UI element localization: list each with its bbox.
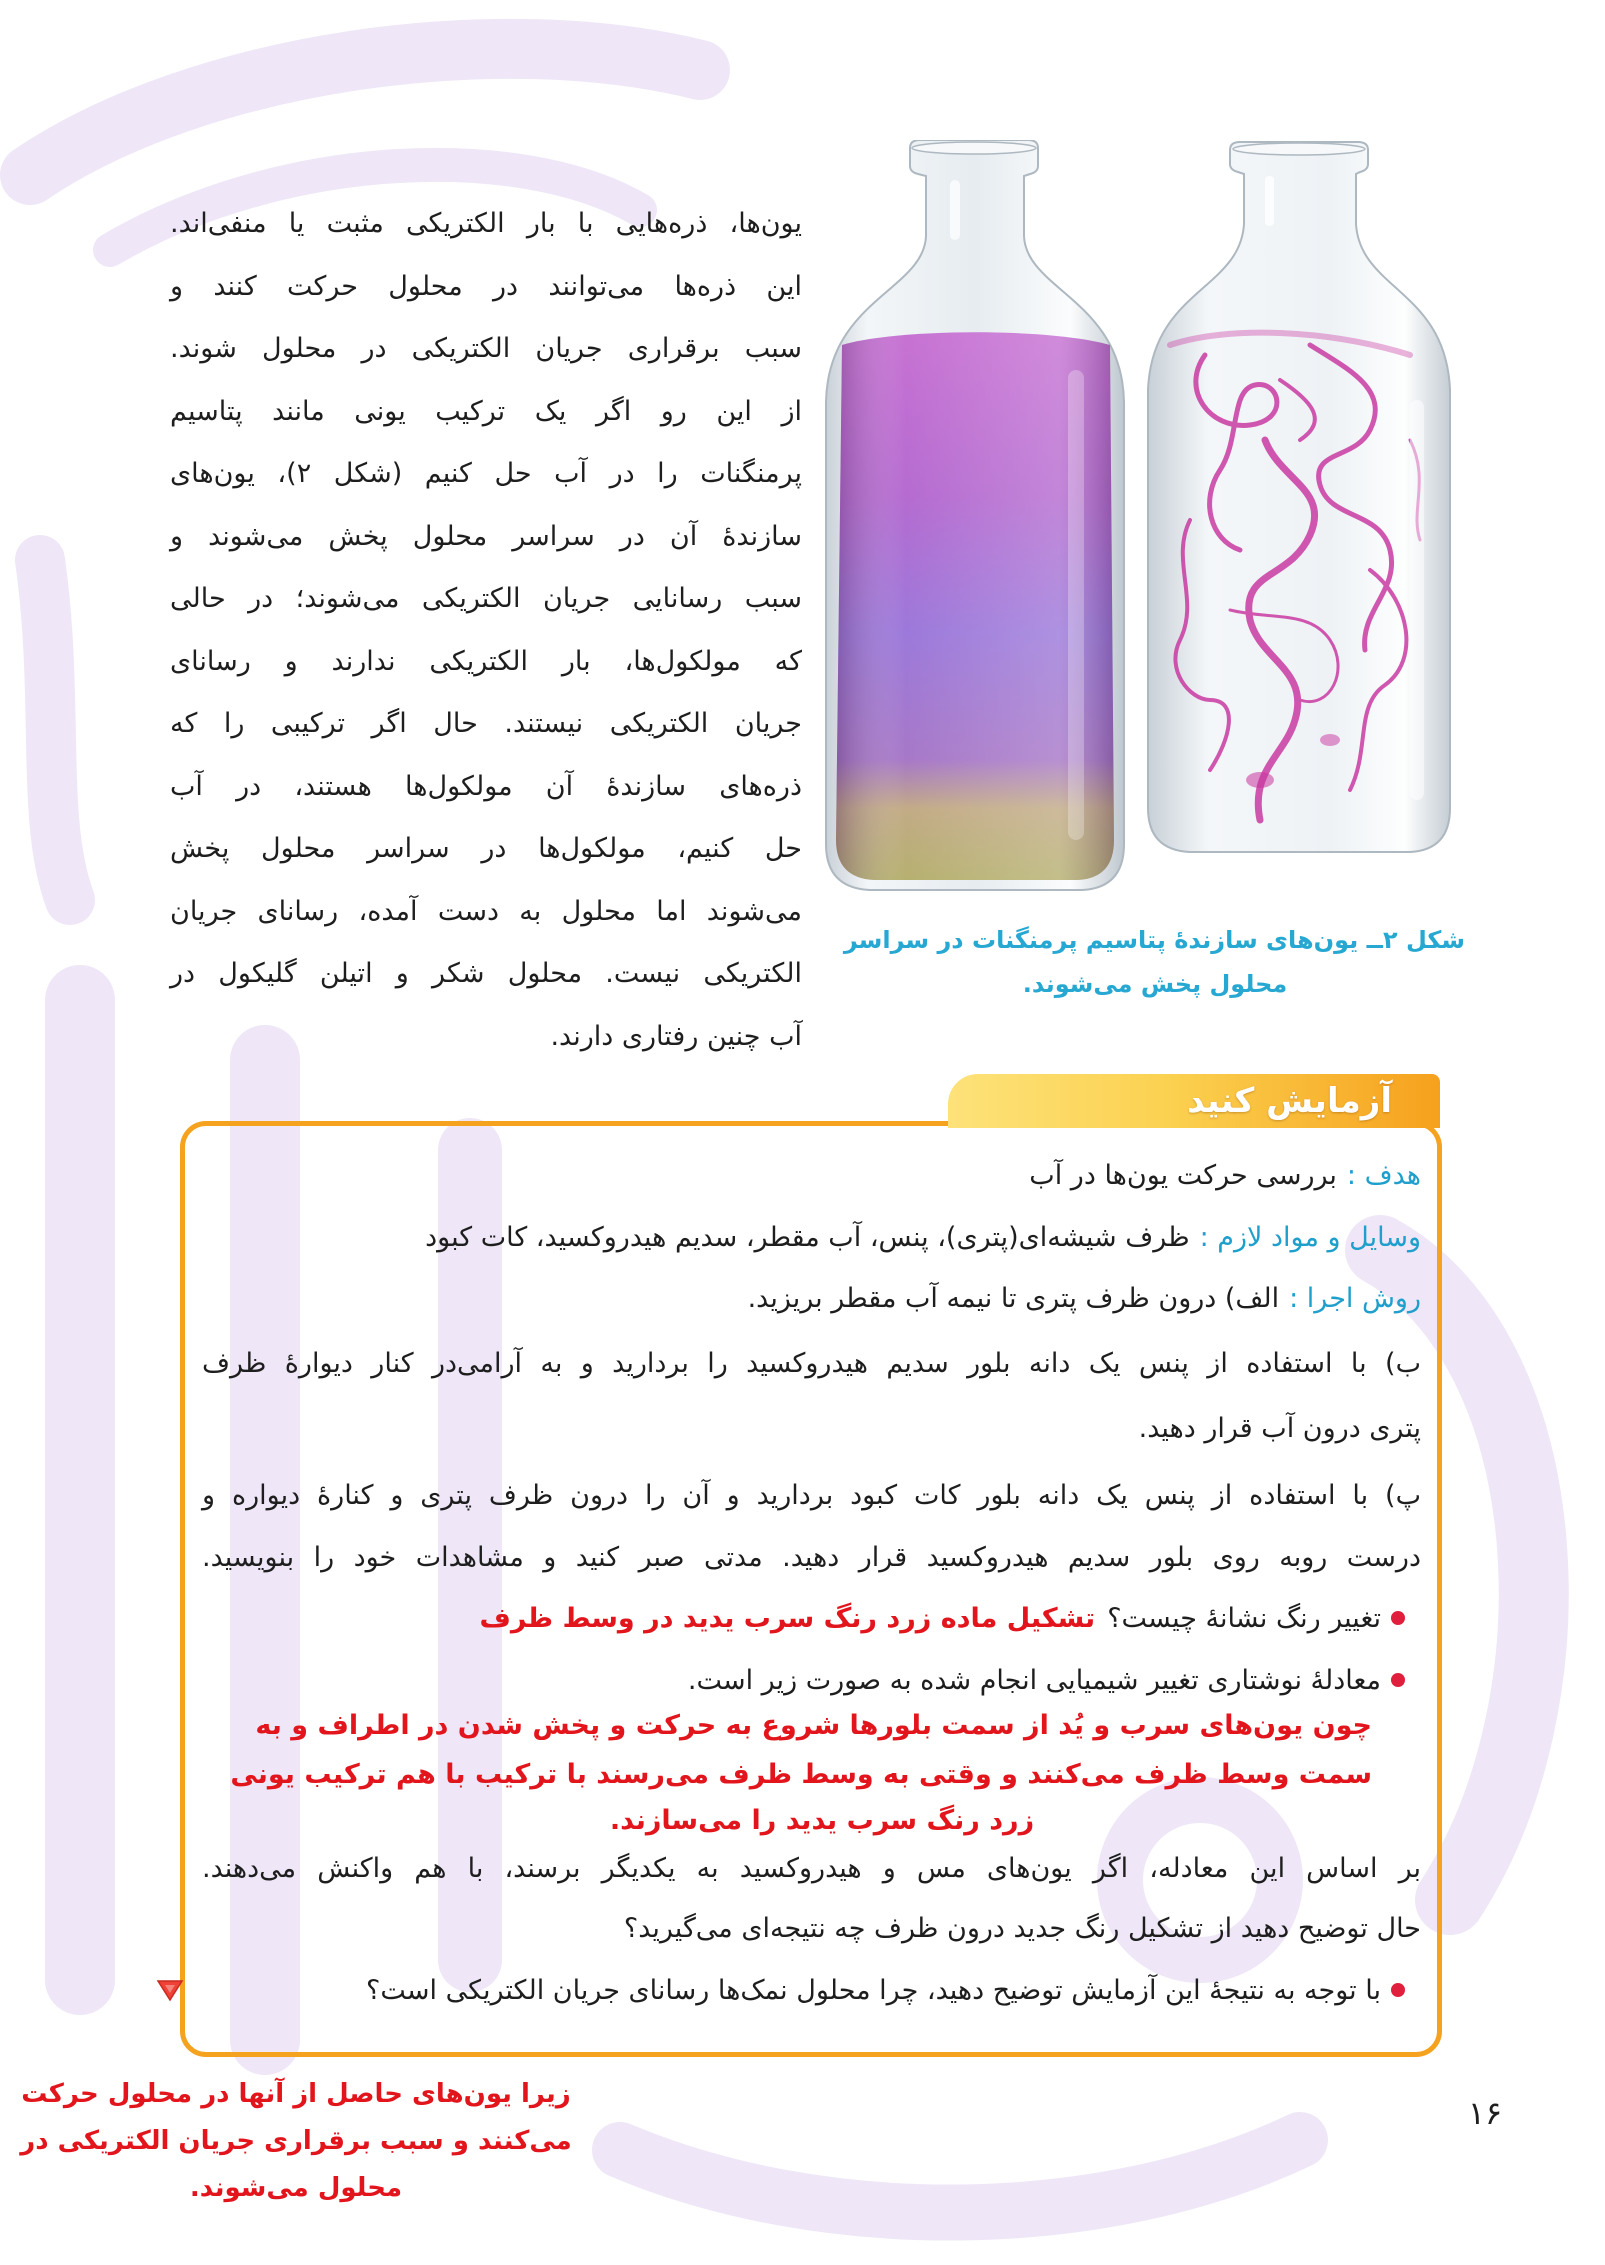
intro-line: آب چنین رفتاری دارند.: [550, 1020, 802, 1052]
glass-highlight: [1410, 400, 1424, 800]
question-2-answer-line: زرد رنگ سرب یدید را می‌سازند.: [609, 1805, 1035, 1836]
figure-caption-line: محلول پخش می‌شوند.: [1022, 970, 1288, 998]
intro-line: که مولکول‌ها، بار الکتریکی ندارند و رسانای: [170, 645, 802, 677]
bottle-lip: [912, 142, 1036, 154]
figure-caption: [845, 918, 1465, 1006]
right-bottle: [1148, 142, 1450, 852]
intro-line: جریان الکتریکی نیستند. حال اگر ترکیبی را که: [170, 708, 802, 739]
answer-note-line: محلول می‌شوند.: [189, 2173, 403, 2203]
bullet-dot-icon: [1391, 1983, 1405, 1997]
goal-label: هدف :: [1346, 1160, 1421, 1191]
bottles-figure: [810, 140, 1460, 910]
question-1-answer: تشکیل ماده زرد رنگ سرب یدید در وسط ظرف: [479, 1603, 1096, 1634]
glass-highlight: [950, 180, 960, 240]
question-2-answer-line: چون یون‌های سرب و یُد از سمت بلورها شروع به حرکت و پخش شدن در اطراف و به: [255, 1710, 1372, 1741]
right-bottle-glass: [1148, 142, 1450, 852]
procedure-step-c-line: درست روبه روی بلور سدیم هیدروکسید قرار دهید. مدتی صبر کنید و مشاهدات خود را بنویسید.: [202, 1542, 1421, 1573]
procedure-step-b-line: پتری درون آب قرار دهید.: [1138, 1413, 1421, 1444]
intro-line: سبب رسانایی جریان الکتریکی می‌شوند؛ در حالی: [170, 583, 802, 614]
question-1-row: [202, 1594, 1405, 1644]
answer-note: [16, 2071, 576, 2212]
intro-line: سبب برقراری جریان الکتریکی در محلول شوند.: [170, 333, 802, 364]
procedure-label: روش اجرا :: [1289, 1283, 1421, 1314]
figure-caption-line: شکل ۲ــ یون‌های سازندهٔ پتاسیم پرمنگنات در سراسر: [843, 926, 1465, 954]
intro-line: الکتریکی نیست. محلول شکر و اتیلن گلیکول در: [170, 958, 802, 989]
left-bottle: [826, 140, 1124, 890]
question-1-text: تغییر رنگ نشانهٔ چیست؟: [1107, 1603, 1381, 1634]
procedure-step-c-line: پ) با استفاده از پنس یک دانه بلور کات کبود بردارید و آن را درون ظرف پتری و کنارهٔ دیواره و: [202, 1480, 1421, 1511]
swirl-blob: [1246, 772, 1274, 788]
swirl-blob: [1320, 734, 1340, 746]
goal-row: [202, 1151, 1421, 1201]
materials-label: وسایل و مواد لازم :: [1199, 1222, 1421, 1253]
page-number: ۱۶: [1467, 2094, 1503, 2132]
intro-line: می‌شوند اما محلول به دست آمده، رسانای جریان: [170, 895, 802, 927]
watermark-stroke: [40, 560, 70, 900]
question-2-text: معادلهٔ نوشتاری تغییر شیمیایی انجام شده به صورت زیر است.: [687, 1665, 1381, 1696]
procedure-row: [202, 1274, 1421, 1324]
procedure-step-a: الف) درون ظرف پتری تا نیمه آب مقطر بریزید.: [747, 1283, 1280, 1314]
intro-line: سازندهٔ آن در سراسر محلول پخش می‌شوند و: [170, 520, 802, 552]
watermark-stroke: [620, 2140, 1300, 2213]
question-3-text: با توجه به نتیجهٔ این آزمایش توضیح دهید، چرا محلول نمک‌ها رسانای جریان الکتریکی است؟: [366, 1975, 1381, 2006]
question-2-answer-line: سمت وسط ظرف می‌کنند و وقتی به وسط ظرف می‌رسند با ترکیب با هم ترکیب یونی: [230, 1759, 1372, 1790]
procedure-step-b-line: ب) با استفاده از پنس یک دانه بلور سدیم هیدروکسید را بردارید و به آرامی‌در کنار دیوارهٔ ظرف: [202, 1348, 1421, 1379]
bottle-lip: [1233, 143, 1365, 155]
intro-line: از این رو اگر یک ترکیب یونی مانند پتاسیم: [170, 395, 802, 427]
question-3-row: [202, 1966, 1405, 2016]
activity-title: آزمایش کنید: [1187, 1081, 1392, 1121]
paragraph-line: بر اساس این معادله، اگر یون‌های مس و هیدروکسید به یکدیگر برسند، با هم واکنش می‌دهند.: [202, 1853, 1421, 1884]
answer-note-line: می‌کنند و سبب برقراری جریان الکتریکی در: [20, 2126, 572, 2156]
goal-text: بررسی حرکت یون‌ها در آب: [1029, 1160, 1337, 1191]
intro-line: پرمنگنات را در آب حل کنیم (شکل ۲)، یون‌های: [170, 458, 802, 489]
intro-line: ذره‌های سازندهٔ آن مولکول‌ها هستند، در آب: [170, 770, 802, 802]
answer-note-line: زیرا یون‌های حاصل از آنها در محلول حرکت: [21, 2079, 571, 2109]
activity-title-tab: [948, 1074, 1440, 1128]
bullet-dot-icon: [1391, 1673, 1405, 1687]
triangle-down-icon: [156, 1978, 184, 2002]
glass-highlight: [1068, 370, 1084, 840]
intro-line: یون‌ها، ذره‌هایی با بار الکتریکی مثبت یا منفی‌اند.: [170, 208, 802, 239]
question-2-row: [202, 1656, 1405, 1706]
materials-row: [202, 1213, 1421, 1263]
glass-highlight: [1265, 176, 1274, 226]
intro-line: حل کنیم، مولکول‌ها در سراسر محلول پخش: [170, 833, 802, 864]
intro-paragraph: [170, 193, 802, 1068]
materials-text: ظرف شیشه‌ای(پتری)، پنس، آب مقطر، سدیم هیدروکسید، کات کبود: [425, 1222, 1190, 1253]
intro-line: این ذره‌ها می‌توانند در محلول حرکت کنند و: [170, 270, 802, 302]
paragraph-line: حال توضیح دهید از تشکیل رنگ جدید درون ظرف چه نتیجه‌ای می‌گیرید؟: [623, 1913, 1421, 1944]
bullet-dot-icon: [1391, 1611, 1405, 1625]
